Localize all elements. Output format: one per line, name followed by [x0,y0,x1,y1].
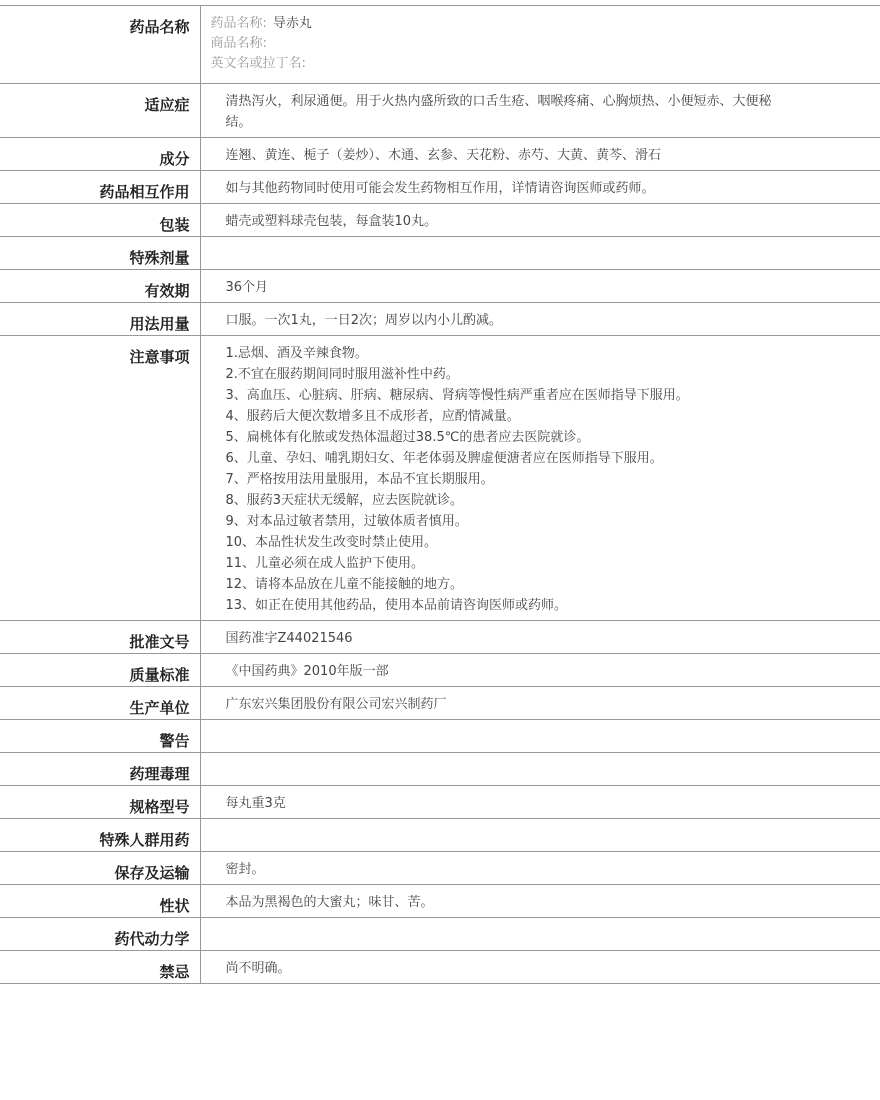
row-value [200,336,880,621]
table-row-warning [0,720,880,753]
value-line: 36个月 [225,280,269,295]
value-line: 连翘、黄连、栀子（姜炒）、木通、玄参、天花粉、赤芍、大黄、黄芩、滑石 [225,148,662,163]
value-line: 2.不宜在服药期间同时服用滋补性中药。 [225,367,459,382]
value-line: 广东宏兴集团股份有限公司宏兴制药厂 [225,697,447,712]
table-row-packaging [0,204,880,237]
row-value [200,885,880,918]
value-line: 本品为黑褐色的大蜜丸；味甘、苦。 [225,895,434,910]
value-line: 密封。 [225,862,265,877]
value-line: 13、如正在使用其他药品，使用本品前请咨询医师或药师。 [225,598,568,613]
row-label: 成分 [0,138,200,171]
row-label: 警告 [0,720,200,753]
table-row-validity [0,270,880,303]
value-line: 蜡壳或塑料球壳包装，每盒装10丸。 [225,214,438,229]
value-line: 12、请将本品放在儿童不能接触的地方。 [225,577,464,592]
row-label: 包装 [0,204,200,237]
value-line: 《中国药典》2010年版一部 [225,664,389,679]
value-line: 每丸重3克 [225,796,286,811]
row-value [200,621,880,654]
table-row-toxicology [0,753,880,786]
row-value [200,687,880,720]
row-label: 药理毒理 [0,753,200,786]
table-row-names [0,6,880,84]
value-line: 如与其他药物同时使用可能会发生药物相互作用，详情请咨询医师或药师。 [225,181,655,196]
name-key: 英文名或拉丁名: [210,56,306,71]
row-value [200,237,880,270]
table-row-pharmacokinetics [0,918,880,951]
value-line: 7、严格按用法用量服用，本品不宜长期服用。 [225,472,494,487]
value-line: 1.忌烟、酒及辛辣食物。 [225,346,368,361]
row-label: 保存及运输 [0,852,200,885]
value-line: 清热泻火，利尿通便。用于火热内盛所致的口舌生疮、咽喉疼痛、心胸烦热、小便短赤、大便秘结。 [225,94,772,130]
table-row-manufacturer [0,687,880,720]
row-label: 禁忌 [0,951,200,984]
value-line: 8、服药3天症状无缓解，应去医院就诊。 [225,493,464,508]
name-key: 药品名称: [210,16,267,31]
value-line: 10、本品性状发生改变时禁止使用。 [225,535,438,550]
name-line [211,54,880,74]
table-row-approval [0,621,880,654]
row-value [200,951,880,984]
row-label: 质量标准 [0,654,200,687]
row-label: 性状 [0,885,200,918]
row-value [200,84,880,138]
row-value [200,270,880,303]
table-row-indications [0,84,880,138]
row-value [200,786,880,819]
row-label: 特殊人群用药 [0,819,200,852]
value-line: 5、扁桃体有化脓或发热体温超过38.5℃的患者应去医院就诊。 [225,430,590,445]
table-row-special-groups [0,819,880,852]
value-line: 4、服药后大便次数增多且不成形者，应酌情减量。 [225,409,520,424]
row-label: 适应症 [0,84,200,138]
table-row-usage [0,303,880,336]
row-label: 注意事项 [0,336,200,621]
table-row-precautions [0,336,880,621]
row-label: 药代动力学 [0,918,200,951]
row-label: 批准文号 [0,621,200,654]
value-line: 国药准字Z44021546 [225,631,353,646]
row-label: 药品名称 [0,6,200,84]
value-line: 6、儿童、孕妇、哺乳期妇女、年老体弱及脾虚便溏者应在医师指导下服用。 [225,451,663,466]
row-value [200,753,880,786]
row-label: 规格型号 [0,786,200,819]
row-value [200,6,880,84]
table-row-specification [0,786,880,819]
row-value [200,303,880,336]
row-value [200,852,880,885]
name-value: 导赤丸 [272,16,312,31]
row-value [200,720,880,753]
value-line: 3、高血压、心脏病、肝病、糖尿病、肾病等慢性病严重者应在医师指导下服用。 [225,388,689,403]
name-key: 商品名称: [210,36,267,51]
row-value [200,171,880,204]
row-value [200,654,880,687]
row-value [200,918,880,951]
value-line: 口服。一次1丸，一日2次；周岁以内小儿酌减。 [225,313,503,328]
name-line [211,34,880,54]
value-line: 尚不明确。 [225,961,291,976]
table-row-special-dosage [0,237,880,270]
row-label: 生产单位 [0,687,200,720]
table-row-interactions [0,171,880,204]
name-line [211,14,880,34]
value-line: 11、儿童必须在成人监护下使用。 [225,556,425,571]
value-line: 9、对本品过敏者禁用，过敏体质者慎用。 [225,514,468,529]
row-label: 有效期 [0,270,200,303]
drug-info-table [0,5,880,984]
row-value [200,138,880,171]
row-value [200,204,880,237]
row-label: 药品相互作用 [0,171,200,204]
table-row-storage [0,852,880,885]
table-row-ingredients [0,138,880,171]
row-label: 特殊剂量 [0,237,200,270]
table-row-contraindications [0,951,880,984]
row-label: 用法用量 [0,303,200,336]
row-value [200,819,880,852]
table-row-standard [0,654,880,687]
table-row-properties [0,885,880,918]
